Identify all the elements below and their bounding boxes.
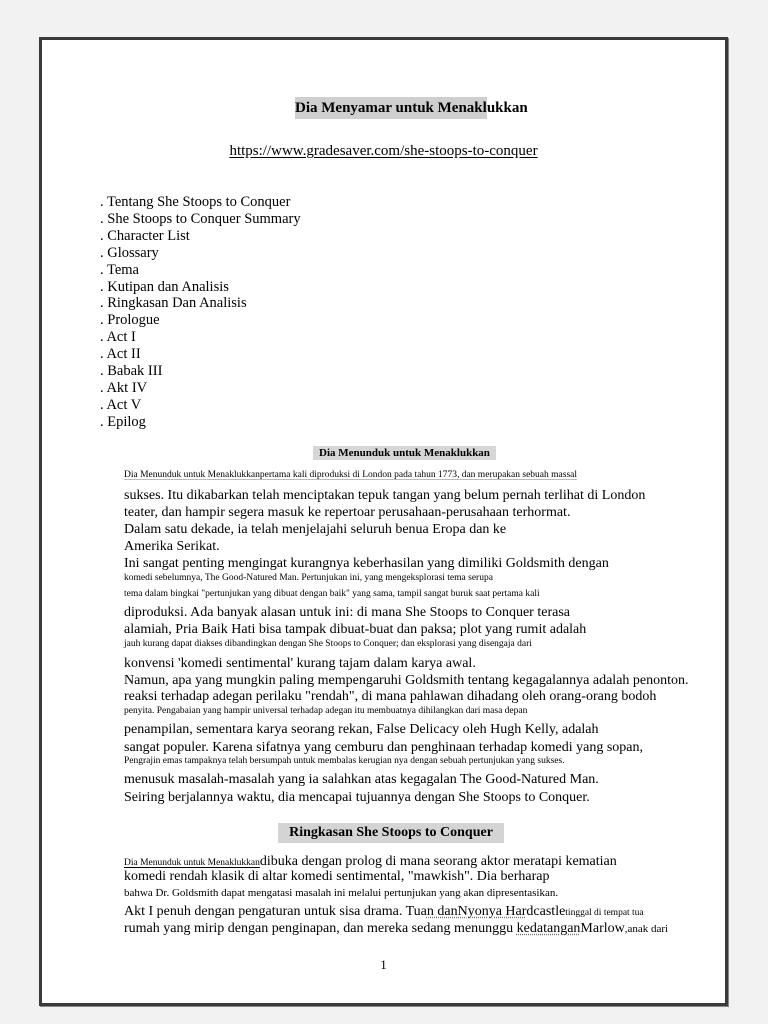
summary-text-marked: kedatangan — [516, 921, 581, 936]
intro-line: Dalam satu dekade, ia telah menjelajahi seluruh benua Eropa dan ke — [124, 522, 507, 537]
intro-line: reaksi terhadap adegan perilaku "rendah", di mana pahlawan dihadang oleh orang-orang bodoh — [124, 689, 657, 704]
summary-text: dcastle — [526, 904, 566, 919]
toc-item: . Epilog — [100, 413, 146, 430]
intro-line: Dia Menunduk untuk Menaklukkanpertama kali diproduksi di London pada tahun 1773, dan merupakan sebuah massal — [124, 470, 577, 480]
summary-line — [124, 902, 644, 920]
section-heading-summary: Ringkasan She Stoops to Conquer — [278, 823, 504, 843]
summary-text: Marlow — [580, 921, 625, 936]
summary-text: dibuka dengan prolog di mana seorang aktor meratapi kematian — [259, 854, 617, 869]
intro-line: Ini sangat penting mengingat kurangnya keberhasilan yang dimiliki Goldsmith dengan — [124, 556, 609, 571]
toc-item: . She Stoops to Conquer Summary — [100, 210, 301, 227]
intro-line: teater, dan hampir segera masuk ke repertoar perusahaan-perusahaan terhormat. — [124, 505, 571, 520]
summary-line — [124, 919, 668, 937]
toc-item: . Act I — [100, 329, 136, 346]
intro-line: penyita. Pengabaian yang hampir universal terhadap adegan itu membuatnya dihilangkan dari masa depan — [124, 706, 528, 716]
intro-line: jauh kurang dapat diakses dibandingkan dengan She Stoops to Conquer; dan eksplorasi yang disengaja dari — [124, 639, 532, 649]
toc-item: . Tentang She Stoops to Conquer — [100, 194, 291, 210]
toc-item: . Tema — [100, 261, 139, 278]
intro-line: alamiah, Pria Baik Hati bisa tampak dibuat-buat dan paksa; plot yang rumit adalah — [124, 622, 587, 637]
toc-item: . Act II — [100, 346, 141, 363]
toc-item: . Babak III — [100, 363, 163, 380]
intro-line: Pengrajin emas tampaknya telah bersumpah untuk membalas kerugian nya dengan sebuah pertunjukan yang sukses. — [124, 756, 565, 766]
intro-line: komedi sebelumnya, The Good-Natured Man. Pertunjukan ini, yang mengeksplorasi tema serupa — [124, 573, 493, 583]
summary-text-small: tinggal di tempat tua — [565, 908, 644, 918]
intro-line: tema dalam bingkai "pertunjukan yang dibuat dengan baik" yang sama, tampil sangat buruk saat pertama kali — [124, 589, 540, 599]
toc-item: . Prologue — [100, 312, 160, 329]
toc-item: . Kutipan dan Analisis — [100, 278, 229, 295]
summary-text-small: ,anak dari — [624, 923, 669, 935]
intro-line: Seiring berjalannya waktu, dia mencapai tujuannya dengan She Stoops to Conquer. — [124, 790, 590, 805]
document-title: Dia Menyamar untuk Menaklukkan — [295, 97, 487, 119]
intro-line: Amerika Serikat. — [124, 539, 220, 554]
summary-title-reference: Dia Menunduk untuk Menaklukkan — [124, 858, 260, 868]
table-of-contents — [100, 194, 301, 431]
page-number: 1 — [380, 957, 387, 972]
intro-line: sukses. Itu dikabarkan telah menciptakan tepuk tangan yang belum pernah terlihat di London — [124, 488, 646, 503]
section-heading-intro: Dia Menunduk untuk Menaklukkan — [313, 446, 496, 460]
toc-item: . Act V — [100, 396, 142, 413]
document-page — [39, 37, 728, 1006]
summary-line — [124, 852, 617, 870]
intro-line: konvensi 'komedi sentimental' kurang tajam dalam karya awal. — [124, 656, 476, 671]
intro-line: menusuk masalah-masalah yang ia salahkan atas kegagalan The Good-Natured Man. — [124, 772, 599, 787]
toc-item: . Character List — [100, 227, 190, 244]
summary-text: rumah yang mirip dengan penginapan, dan mereka sedang menunggu — [124, 921, 517, 936]
intro-line: penampilan, sementara karya seorang rekan, False Delicacy oleh Hugh Kelly, adalah — [124, 722, 599, 737]
intro-line: diproduksi. Ada banyak alasan untuk ini: di mana She Stoops to Conquer terasa — [124, 605, 570, 620]
toc-item: . Ringkasan Dan Analisis — [100, 295, 247, 312]
summary-line: komedi rendah klasik di altar komedi sentimental, "mawkish". Dia berharap — [124, 869, 550, 884]
intro-line: Namun, apa yang mungkin paling mempengaruhi Goldsmith tentang kegagalannya adalah penonton. — [124, 673, 689, 688]
toc-item: . Glossary — [100, 244, 159, 261]
summary-line: bahwa Dr. Goldsmith dapat mengatasi masalah ini melalui pertunjukan yang akan dipresentasikan. — [124, 887, 559, 899]
toc-item: . Akt IV — [100, 379, 148, 396]
summary-text-marked: n danNyonya Har — [426, 904, 527, 919]
summary-text: Akt I penuh dengan pengaturan untuk sisa drama. Tua — [124, 904, 427, 919]
source-url-link[interactable]: https://www.gradesaver.com/she-stoops-to-conquer — [229, 143, 538, 159]
intro-line: sangat populer. Karena sifatnya yang cemburu dan penghinaan terhadap komedi yang sopan, — [124, 740, 643, 755]
